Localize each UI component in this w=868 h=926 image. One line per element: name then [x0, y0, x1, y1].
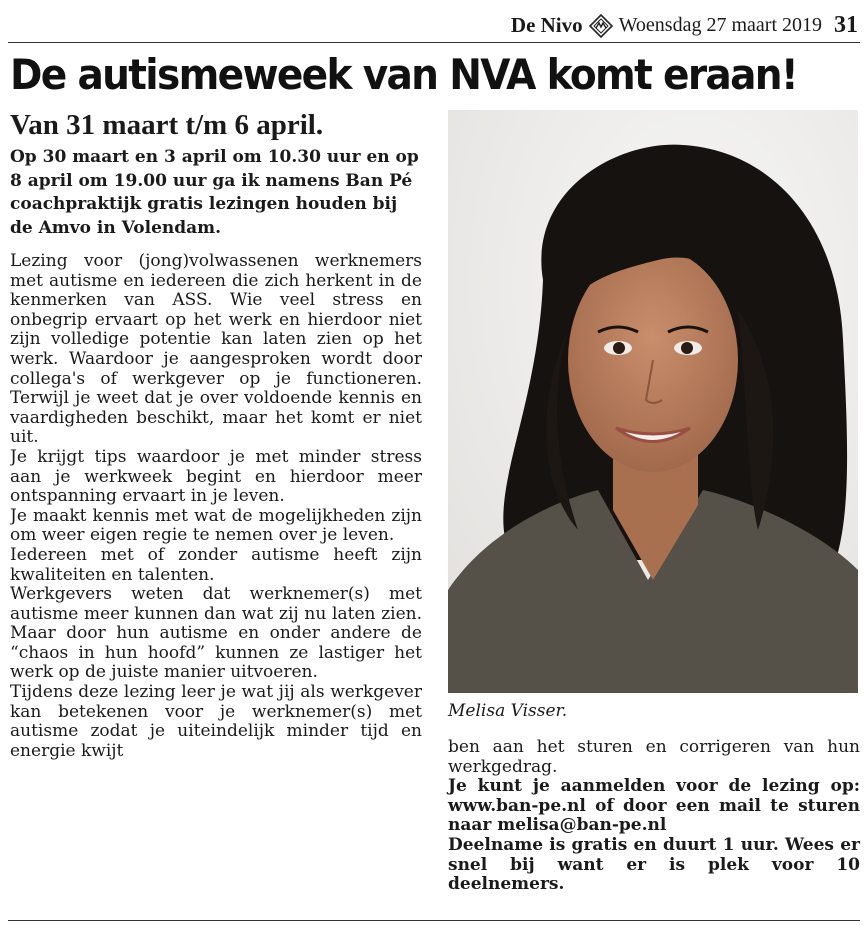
body-column-left — [10, 252, 422, 916]
closing-paragraph: Deelname is gratis en duurt 1 uur. Wees er snel bij want er is plek voor 10 deelnemers. — [448, 834, 860, 895]
newspaper-logo-icon — [589, 14, 613, 38]
subheadline: Van 31 maart t/m 6 april. — [10, 109, 324, 141]
photo-caption: Melisa Visser. — [448, 701, 568, 721]
masthead — [511, 12, 858, 39]
body-paragraph-continued: ben aan het sturen en corrigeren van hun werkgedrag. — [448, 737, 860, 777]
portrait-photo — [448, 110, 858, 693]
body-paragraph: Lezing voor (jong)volwassenen werknemers met autisme en iedereen die zich herkent in de kenmerken van ASS. Wie veel stress en onbegrip ervaart op het werk en hierdoor niet zijn volledige potentie kan laten zien op het werk. Waardoor je aangesproken wordt door collega's of werkgever op je functioneren. Terwijl je weet dat je over voldoende kennis en vaardigheden beschikt, maar het komt er niet uit. — [10, 252, 422, 448]
issue-date: Woensdag 27 maart 2019 — [618, 14, 822, 36]
paper-name: De Nivo — [510, 13, 583, 37]
headline: De autismeweek van NVA komt eraan! — [10, 50, 798, 99]
body-paragraph: Je maakt kennis met wat de mogelijkheden zijn om weer eigen regie te nemen over je leven. — [10, 505, 422, 546]
body-paragraph: Iedereen met of zonder autisme heeft zijn kwaliteiten en talenten. — [10, 544, 422, 585]
bottom-rule — [8, 920, 860, 921]
portrait-illustration — [448, 110, 858, 693]
body-paragraph: Tijdens deze lezing leer je wat jij als werkgever kan betekenen voor je werknemer(s) met autisme zodat je uiteindelijk minder tijd en energie kwijt — [10, 682, 422, 761]
intro-paragraph: Op 30 maart en 3 april om 10.30 uur en op 8 april om 19.00 uur ga ik namens Ban Pé coachpraktijk gratis lezingen houden bij de Amvo in Volendam. — [10, 147, 419, 238]
page-number: 31 — [834, 12, 858, 38]
body-paragraph: Werkgevers weten dat werknemer(s) met autisme meer kunnen dan wat zij nu laten zien. Maar door hun autisme en onder andere de “chaos in hun hoofd” kunnen ze lastiger het werk op de juiste manier uitvoeren. — [10, 584, 422, 683]
top-rule — [8, 42, 860, 43]
body-column-right — [448, 738, 860, 895]
signup-paragraph: Je kunt je aanmelden voor de lezing op: www.ban-pe.nl of door een mail te sturen naar melisa@ban-pe.nl — [448, 776, 860, 836]
body-paragraph: Je krijgt tips waardoor je met minder stress aan je werkweek begint en hierdoor meer ontspanning ervaart in je leven. — [10, 446, 422, 507]
